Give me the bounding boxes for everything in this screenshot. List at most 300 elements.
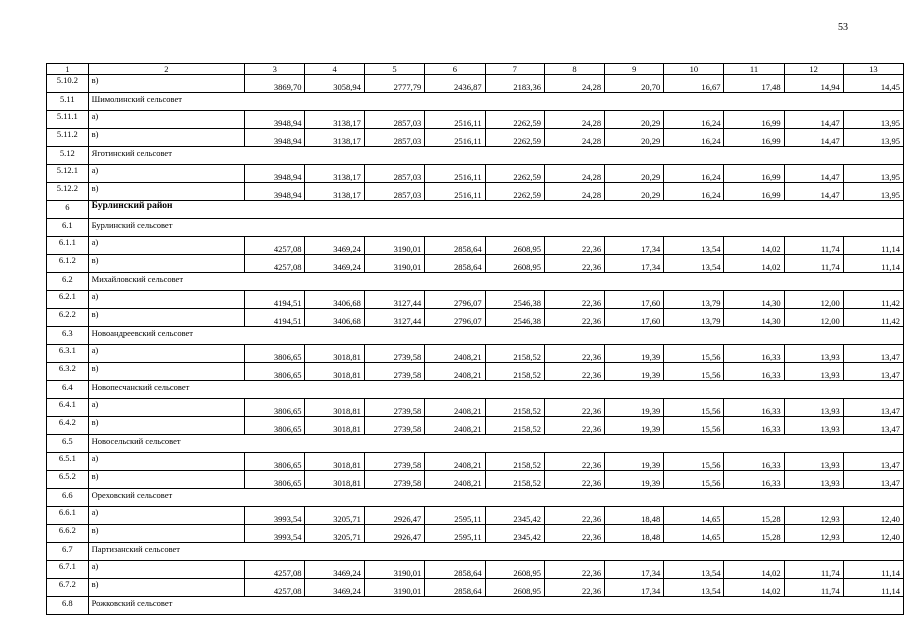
value-cell: 13,47 — [843, 453, 903, 471]
value-cell: 16,33 — [724, 345, 784, 363]
value-cell: 16,33 — [724, 363, 784, 381]
value-cell: 19,39 — [605, 453, 664, 471]
value-cell: 3806,65 — [245, 417, 305, 435]
value-cell: 24,28 — [544, 111, 604, 129]
value-cell: 2436,87 — [425, 75, 485, 93]
value-cell: 16,33 — [724, 417, 784, 435]
value-cell: 14,47 — [784, 111, 843, 129]
value-cell: 13,47 — [843, 345, 903, 363]
column-number-header: 6 — [425, 64, 485, 75]
value-cell: 3806,65 — [245, 345, 305, 363]
column-number-header: 1 — [47, 64, 89, 75]
value-cell: 2926,47 — [364, 525, 424, 543]
value-cell: 2262,59 — [485, 129, 544, 147]
section-name: Новоандреевский сельсовет — [88, 327, 903, 345]
section-row — [47, 381, 904, 399]
value-cell: 14,45 — [843, 75, 903, 93]
table-row — [47, 309, 904, 327]
value-cell: 22,36 — [544, 471, 604, 489]
section-name: Новосельский сельсовет — [88, 435, 903, 453]
value-cell: 2796,07 — [425, 309, 485, 327]
value-cell: 3806,65 — [245, 453, 305, 471]
row-label: а) — [88, 453, 244, 471]
value-cell: 2158,52 — [485, 363, 544, 381]
value-cell: 13,93 — [784, 453, 843, 471]
value-cell: 20,29 — [605, 165, 664, 183]
value-cell: 13,54 — [664, 255, 724, 273]
value-cell: 4194,51 — [245, 309, 305, 327]
value-cell: 13,54 — [664, 237, 724, 255]
column-number-header: 12 — [784, 64, 843, 75]
value-cell: 13,54 — [664, 579, 724, 597]
value-cell: 13,47 — [843, 471, 903, 489]
value-cell: 12,00 — [784, 291, 843, 309]
value-cell: 2595,11 — [425, 525, 485, 543]
value-cell: 2158,52 — [485, 345, 544, 363]
value-cell: 22,36 — [544, 453, 604, 471]
value-cell: 3138,17 — [305, 183, 364, 201]
value-cell: 14,47 — [784, 129, 843, 147]
value-cell: 2926,47 — [364, 507, 424, 525]
row-code: 6 — [47, 201, 89, 219]
value-cell: 22,36 — [544, 363, 604, 381]
value-cell: 20,29 — [605, 111, 664, 129]
value-cell: 4257,08 — [245, 579, 305, 597]
value-cell: 22,36 — [544, 237, 604, 255]
value-cell: 13,95 — [843, 183, 903, 201]
value-cell: 2739,58 — [364, 399, 424, 417]
value-cell: 2516,11 — [425, 183, 485, 201]
value-cell: 3469,24 — [305, 561, 364, 579]
value-cell: 2739,58 — [364, 471, 424, 489]
value-cell: 18,48 — [605, 507, 664, 525]
value-cell: 15,56 — [664, 399, 724, 417]
value-cell: 2858,64 — [425, 561, 485, 579]
value-cell: 24,28 — [544, 183, 604, 201]
value-cell: 2158,52 — [485, 471, 544, 489]
table-row — [47, 417, 904, 435]
section-row — [47, 597, 904, 615]
column-number-header: 2 — [88, 64, 244, 75]
value-cell: 11,74 — [784, 579, 843, 597]
value-cell: 2408,21 — [425, 471, 485, 489]
tariff-table — [46, 63, 904, 615]
value-cell: 13,93 — [784, 417, 843, 435]
value-cell: 18,48 — [605, 525, 664, 543]
section-name: Бурлинский район — [88, 201, 903, 219]
value-cell: 22,36 — [544, 291, 604, 309]
table-row — [47, 345, 904, 363]
value-cell: 12,00 — [784, 309, 843, 327]
value-cell: 2158,52 — [485, 399, 544, 417]
row-label: в) — [88, 255, 244, 273]
value-cell: 3948,94 — [245, 129, 305, 147]
value-cell: 2739,58 — [364, 453, 424, 471]
value-cell: 3406,68 — [305, 291, 364, 309]
value-cell: 3469,24 — [305, 255, 364, 273]
value-cell: 3190,01 — [364, 255, 424, 273]
row-code: 6.1.1 — [47, 237, 89, 255]
row-code: 6.4 — [47, 381, 89, 399]
value-cell: 22,36 — [544, 345, 604, 363]
section-row — [47, 201, 904, 219]
value-cell: 14,02 — [724, 561, 784, 579]
value-cell: 3993,54 — [245, 507, 305, 525]
row-label: в) — [88, 417, 244, 435]
value-cell: 3018,81 — [305, 399, 364, 417]
row-label: в) — [88, 75, 244, 93]
value-cell: 16,33 — [724, 453, 784, 471]
column-number-header: 10 — [664, 64, 724, 75]
value-cell: 14,30 — [724, 309, 784, 327]
row-code: 6.1.2 — [47, 255, 89, 273]
value-cell: 13,47 — [843, 363, 903, 381]
row-code: 6.3.1 — [47, 345, 89, 363]
value-cell: 11,42 — [843, 309, 903, 327]
value-cell: 3127,44 — [364, 309, 424, 327]
value-cell: 2516,11 — [425, 111, 485, 129]
value-cell: 2608,95 — [485, 255, 544, 273]
section-row — [47, 435, 904, 453]
value-cell: 3869,70 — [245, 75, 305, 93]
table-row — [47, 75, 904, 93]
value-cell: 2739,58 — [364, 417, 424, 435]
table-row — [47, 111, 904, 129]
value-cell: 14,02 — [724, 579, 784, 597]
value-cell: 2857,03 — [364, 183, 424, 201]
section-row — [47, 543, 904, 561]
value-cell: 16,67 — [664, 75, 724, 93]
value-cell: 14,30 — [724, 291, 784, 309]
value-cell: 22,36 — [544, 525, 604, 543]
value-cell: 11,74 — [784, 255, 843, 273]
table-row — [47, 183, 904, 201]
value-cell: 13,93 — [784, 345, 843, 363]
value-cell: 3948,94 — [245, 165, 305, 183]
row-code: 6.2.2 — [47, 309, 89, 327]
value-cell: 2408,21 — [425, 363, 485, 381]
value-cell: 2546,38 — [485, 291, 544, 309]
row-code: 6.5 — [47, 435, 89, 453]
value-cell: 12,93 — [784, 525, 843, 543]
section-name: Новопесчанский сельсовет — [88, 381, 903, 399]
row-code: 6.5.1 — [47, 453, 89, 471]
row-code: 6.7 — [47, 543, 89, 561]
value-cell: 3018,81 — [305, 363, 364, 381]
value-cell: 19,39 — [605, 363, 664, 381]
value-cell: 13,95 — [843, 129, 903, 147]
row-label: в) — [88, 183, 244, 201]
value-cell: 3806,65 — [245, 399, 305, 417]
value-cell: 2516,11 — [425, 165, 485, 183]
value-cell: 2858,64 — [425, 255, 485, 273]
row-label: а) — [88, 399, 244, 417]
row-label: а) — [88, 111, 244, 129]
value-cell: 2516,11 — [425, 129, 485, 147]
value-cell: 22,36 — [544, 507, 604, 525]
table-row — [47, 453, 904, 471]
value-cell: 3469,24 — [305, 237, 364, 255]
row-label: в) — [88, 363, 244, 381]
value-cell: 4257,08 — [245, 237, 305, 255]
value-cell: 24,28 — [544, 129, 604, 147]
section-row — [47, 93, 904, 111]
column-number-header: 13 — [843, 64, 903, 75]
value-cell: 2262,59 — [485, 165, 544, 183]
table-row — [47, 237, 904, 255]
value-cell: 14,65 — [664, 525, 724, 543]
value-cell: 11,14 — [843, 561, 903, 579]
row-code: 6.1 — [47, 219, 89, 237]
table-row — [47, 255, 904, 273]
row-code: 6.8 — [47, 597, 89, 615]
value-cell: 17,34 — [605, 237, 664, 255]
value-cell: 2183,36 — [485, 75, 544, 93]
value-cell: 11,74 — [784, 237, 843, 255]
value-cell: 2262,59 — [485, 183, 544, 201]
row-code: 5.10.2 — [47, 75, 89, 93]
value-cell: 13,95 — [843, 111, 903, 129]
value-cell: 3058,94 — [305, 75, 364, 93]
column-number-header: 5 — [364, 64, 424, 75]
row-label: а) — [88, 507, 244, 525]
table-row — [47, 165, 904, 183]
value-cell: 19,39 — [605, 417, 664, 435]
value-cell: 2857,03 — [364, 129, 424, 147]
value-cell: 14,02 — [724, 255, 784, 273]
row-code: 6.4.2 — [47, 417, 89, 435]
value-cell: 16,99 — [724, 165, 784, 183]
value-cell: 13,47 — [843, 417, 903, 435]
value-cell: 3138,17 — [305, 129, 364, 147]
value-cell: 2345,42 — [485, 525, 544, 543]
value-cell: 2608,95 — [485, 579, 544, 597]
value-cell: 2857,03 — [364, 111, 424, 129]
value-cell: 12,93 — [784, 507, 843, 525]
value-cell: 2408,21 — [425, 399, 485, 417]
table-row — [47, 507, 904, 525]
value-cell: 17,34 — [605, 579, 664, 597]
value-cell: 22,36 — [544, 561, 604, 579]
value-cell: 2408,21 — [425, 417, 485, 435]
value-cell: 3190,01 — [364, 237, 424, 255]
row-code: 6.7.2 — [47, 579, 89, 597]
value-cell: 4257,08 — [245, 561, 305, 579]
row-code: 6.4.1 — [47, 399, 89, 417]
table-row — [47, 399, 904, 417]
value-cell: 11,42 — [843, 291, 903, 309]
value-cell: 2158,52 — [485, 417, 544, 435]
value-cell: 15,56 — [664, 363, 724, 381]
column-number-header: 4 — [305, 64, 364, 75]
value-cell: 14,65 — [664, 507, 724, 525]
value-cell: 3190,01 — [364, 579, 424, 597]
section-name: Ореховский сельсовет — [88, 489, 903, 507]
value-cell: 3018,81 — [305, 471, 364, 489]
value-cell: 13,93 — [784, 471, 843, 489]
section-row — [47, 219, 904, 237]
value-cell: 2595,11 — [425, 507, 485, 525]
value-cell: 15,56 — [664, 471, 724, 489]
value-cell: 3190,01 — [364, 561, 424, 579]
table-row — [47, 579, 904, 597]
row-code: 6.6.2 — [47, 525, 89, 543]
value-cell: 19,39 — [605, 471, 664, 489]
value-cell: 3018,81 — [305, 345, 364, 363]
value-cell: 14,02 — [724, 237, 784, 255]
value-cell: 15,56 — [664, 417, 724, 435]
value-cell: 20,70 — [605, 75, 664, 93]
value-cell: 12,40 — [843, 525, 903, 543]
value-cell: 2777,79 — [364, 75, 424, 93]
value-cell: 3406,68 — [305, 309, 364, 327]
value-cell: 13,47 — [843, 399, 903, 417]
section-row — [47, 273, 904, 291]
row-label: в) — [88, 471, 244, 489]
value-cell: 22,36 — [544, 399, 604, 417]
row-code: 5.12 — [47, 147, 89, 165]
value-cell: 3948,94 — [245, 111, 305, 129]
value-cell: 4257,08 — [245, 255, 305, 273]
value-cell: 15,28 — [724, 525, 784, 543]
value-cell: 11,74 — [784, 561, 843, 579]
value-cell: 17,48 — [724, 75, 784, 93]
value-cell: 19,39 — [605, 345, 664, 363]
row-label: а) — [88, 237, 244, 255]
row-code: 5.12.2 — [47, 183, 89, 201]
value-cell: 20,29 — [605, 129, 664, 147]
value-cell: 2608,95 — [485, 561, 544, 579]
column-number-header: 11 — [724, 64, 784, 75]
value-cell: 2796,07 — [425, 291, 485, 309]
value-cell: 3205,71 — [305, 525, 364, 543]
value-cell: 16,33 — [724, 399, 784, 417]
row-code: 6.6 — [47, 489, 89, 507]
table-row — [47, 561, 904, 579]
row-code: 6.5.2 — [47, 471, 89, 489]
value-cell: 3806,65 — [245, 471, 305, 489]
value-cell: 13,93 — [784, 399, 843, 417]
page-number: 53 — [838, 22, 848, 33]
row-code: 5.11.2 — [47, 129, 89, 147]
value-cell: 17,60 — [605, 309, 664, 327]
value-cell: 12,40 — [843, 507, 903, 525]
section-row — [47, 147, 904, 165]
value-cell: 16,99 — [724, 129, 784, 147]
row-label: в) — [88, 129, 244, 147]
row-code: 6.2 — [47, 273, 89, 291]
value-cell: 3806,65 — [245, 363, 305, 381]
value-cell: 14,47 — [784, 183, 843, 201]
value-cell: 3018,81 — [305, 417, 364, 435]
value-cell: 16,24 — [664, 165, 724, 183]
section-name: Партизанский сельсовет — [88, 543, 903, 561]
value-cell: 16,99 — [724, 183, 784, 201]
value-cell: 15,56 — [664, 345, 724, 363]
value-cell: 13,95 — [843, 165, 903, 183]
section-row — [47, 489, 904, 507]
value-cell: 3138,17 — [305, 165, 364, 183]
column-number-header: 9 — [605, 64, 664, 75]
value-cell: 16,99 — [724, 111, 784, 129]
value-cell: 2608,95 — [485, 237, 544, 255]
value-cell: 16,24 — [664, 183, 724, 201]
value-cell: 2739,58 — [364, 363, 424, 381]
header-row — [47, 64, 904, 75]
value-cell: 20,29 — [605, 183, 664, 201]
value-cell: 2858,64 — [425, 579, 485, 597]
row-label: а) — [88, 165, 244, 183]
value-cell: 16,33 — [724, 471, 784, 489]
section-name: Михайловский сельсовет — [88, 273, 903, 291]
value-cell: 2262,59 — [485, 111, 544, 129]
row-label: а) — [88, 345, 244, 363]
row-code: 5.11 — [47, 93, 89, 111]
value-cell: 17,60 — [605, 291, 664, 309]
row-code: 5.12.1 — [47, 165, 89, 183]
value-cell: 14,47 — [784, 165, 843, 183]
value-cell: 15,56 — [664, 453, 724, 471]
row-label: а) — [88, 291, 244, 309]
value-cell: 17,34 — [605, 255, 664, 273]
value-cell: 11,14 — [843, 579, 903, 597]
value-cell: 16,24 — [664, 111, 724, 129]
row-code: 6.7.1 — [47, 561, 89, 579]
section-row — [47, 327, 904, 345]
value-cell: 13,79 — [664, 291, 724, 309]
value-cell: 11,14 — [843, 255, 903, 273]
value-cell: 3138,17 — [305, 111, 364, 129]
value-cell: 22,36 — [544, 417, 604, 435]
row-label: а) — [88, 561, 244, 579]
value-cell: 22,36 — [544, 255, 604, 273]
row-label: в) — [88, 579, 244, 597]
value-cell: 2408,21 — [425, 345, 485, 363]
section-name: Шимолинский сельсовет — [88, 93, 903, 111]
value-cell: 2857,03 — [364, 165, 424, 183]
row-label: в) — [88, 525, 244, 543]
value-cell: 2408,21 — [425, 453, 485, 471]
value-cell: 24,28 — [544, 75, 604, 93]
row-label: в) — [88, 309, 244, 327]
value-cell: 19,39 — [605, 399, 664, 417]
value-cell: 13,93 — [784, 363, 843, 381]
value-cell: 17,34 — [605, 561, 664, 579]
value-cell: 13,79 — [664, 309, 724, 327]
value-cell: 3127,44 — [364, 291, 424, 309]
value-cell: 3205,71 — [305, 507, 364, 525]
value-cell: 13,54 — [664, 561, 724, 579]
row-code: 6.2.1 — [47, 291, 89, 309]
section-name: Рожковский сельсовет — [88, 597, 903, 615]
value-cell: 2858,64 — [425, 237, 485, 255]
value-cell: 4194,51 — [245, 291, 305, 309]
row-code: 6.3.2 — [47, 363, 89, 381]
value-cell: 3469,24 — [305, 579, 364, 597]
value-cell: 3993,54 — [245, 525, 305, 543]
value-cell: 2739,58 — [364, 345, 424, 363]
value-cell: 11,14 — [843, 237, 903, 255]
table-row — [47, 363, 904, 381]
value-cell: 3018,81 — [305, 453, 364, 471]
value-cell: 3948,94 — [245, 183, 305, 201]
table-row — [47, 525, 904, 543]
section-name: Бурлинский сельсовет — [88, 219, 903, 237]
value-cell: 16,24 — [664, 129, 724, 147]
section-name: Яготинский сельсовет — [88, 147, 903, 165]
row-code: 6.3 — [47, 327, 89, 345]
value-cell: 22,36 — [544, 309, 604, 327]
